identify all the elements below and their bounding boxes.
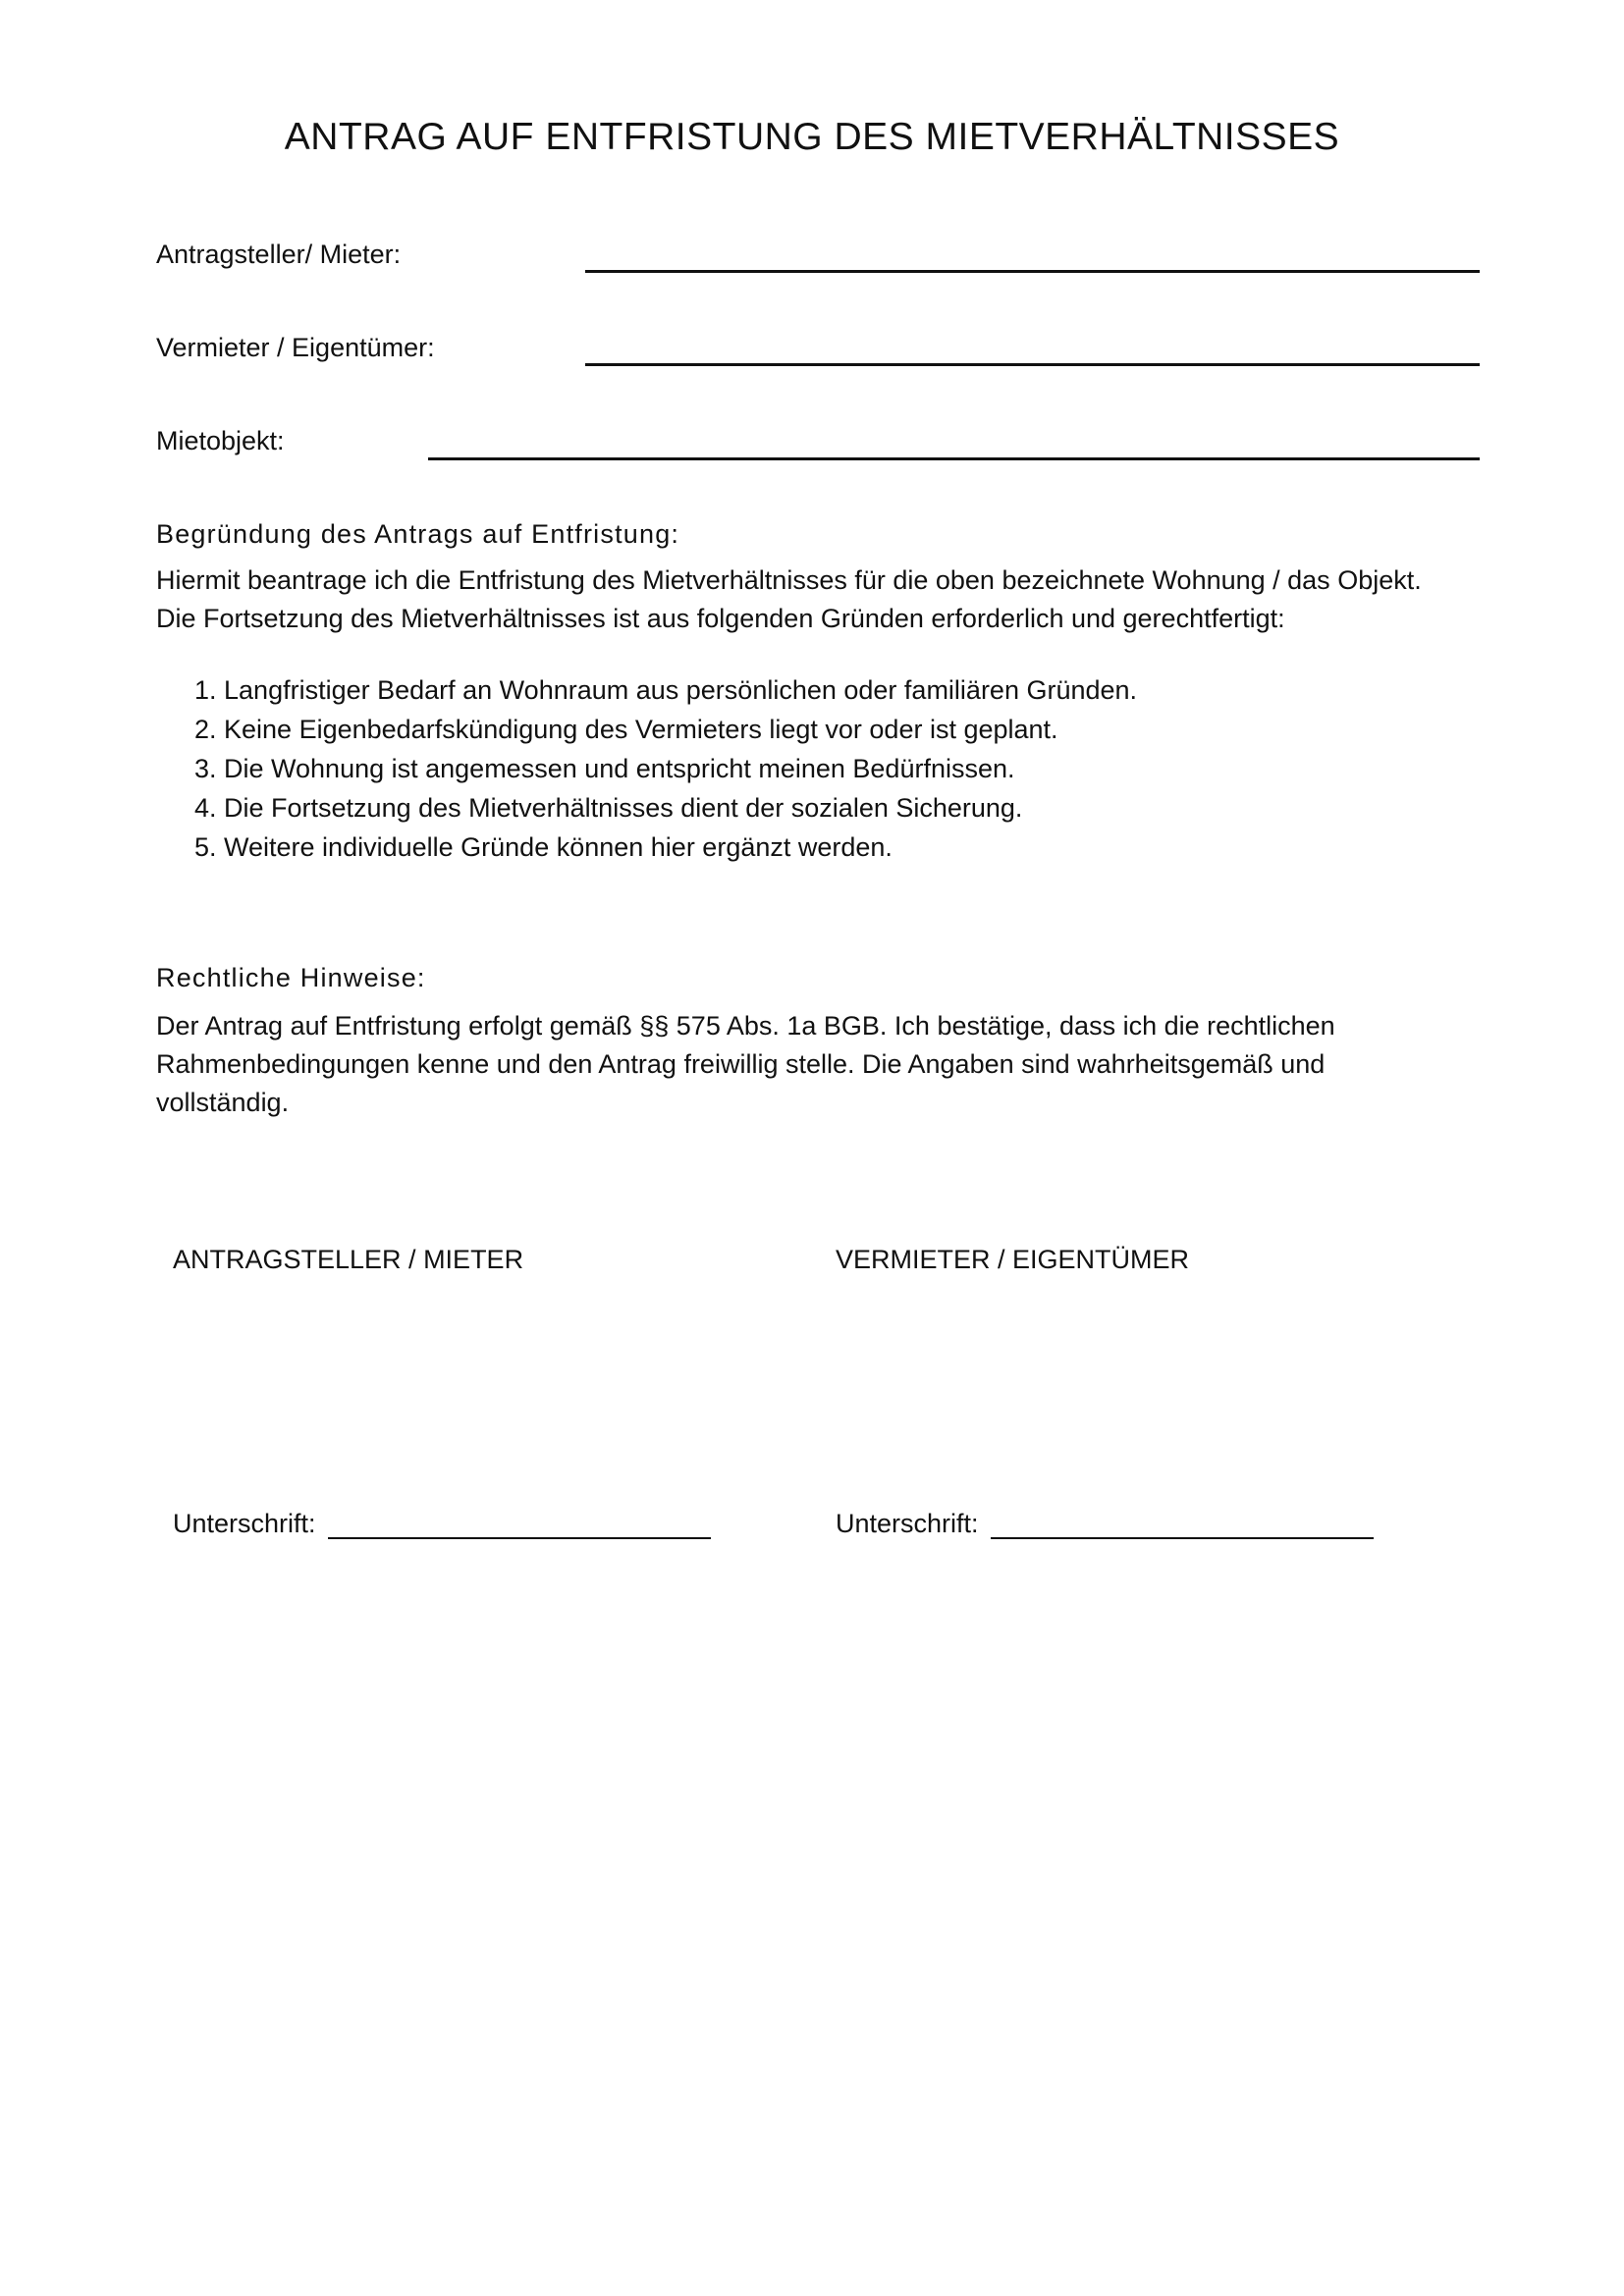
property-label: Mietobjekt: [156,426,285,455]
tenant-signature-line[interactable] [328,1537,711,1539]
tenant-input-line[interactable] [585,270,1480,273]
legal-heading: Rechtliche Hinweise: [156,963,426,992]
list-item: 3. Die Wohnung ist angemessen und entspricht meinen Bedürfnissen. [194,754,1015,783]
justification-heading: Begründung des Antrags auf Entfristung: [156,519,680,549]
tenant-signature-label: Unterschrift: [173,1509,316,1538]
legal-paragraph-line-3: vollständig. [156,1088,290,1117]
list-item: 5. Weitere individuelle Gründe können hier ergänzt werden. [194,832,893,862]
tenant-signature-role: ANTRAGSTELLER / MIETER [173,1245,524,1274]
document-title: ANTRAG AUF ENTFRISTUNG DES MIETVERHÄLTNISSES [284,116,1340,158]
list-item: 4. Die Fortsetzung des Mietverhältnisses dient der sozialen Sicherung. [194,793,1023,823]
legal-paragraph-line-2: Rahmenbedingungen kenne und den Antrag freiwillig stelle. Die Angaben sind wahrheitsgemäß und [156,1049,1326,1079]
legal-paragraph-line-1: Der Antrag auf Entfristung erfolgt gemäß §§ 575 Abs. 1a BGB. Ich bestätige, dass ich die rechtlichen [156,1011,1335,1041]
landlord-input-line[interactable] [585,363,1480,366]
list-item: 2. Keine Eigenbedarfskündigung des Vermieters liegt vor oder ist geplant. [194,715,1058,744]
reasons-list [194,670,1137,867]
list-item: 1. Langfristiger Bedarf an Wohnraum aus persönlichen oder familiären Gründen. [194,675,1138,705]
justification-paragraph-line-1: Hiermit beantrage ich die Entfristung des Mietverhältnisses für die oben bezeichnete Wohnung / das Objekt. [156,565,1422,595]
justification-paragraph-line-2: Die Fortsetzung des Mietverhältnisses ist aus folgenden Gründen erforderlich und gerechtfertigt: [156,604,1285,633]
landlord-label: Vermieter / Eigentümer: [156,333,435,362]
landlord-signature-line[interactable] [991,1537,1374,1539]
landlord-signature-role: VERMIETER / EIGENTÜMER [836,1245,1190,1274]
property-input-line[interactable] [428,457,1480,460]
landlord-signature-label: Unterschrift: [836,1509,979,1538]
tenant-label: Antragsteller/ Mieter: [156,240,402,269]
